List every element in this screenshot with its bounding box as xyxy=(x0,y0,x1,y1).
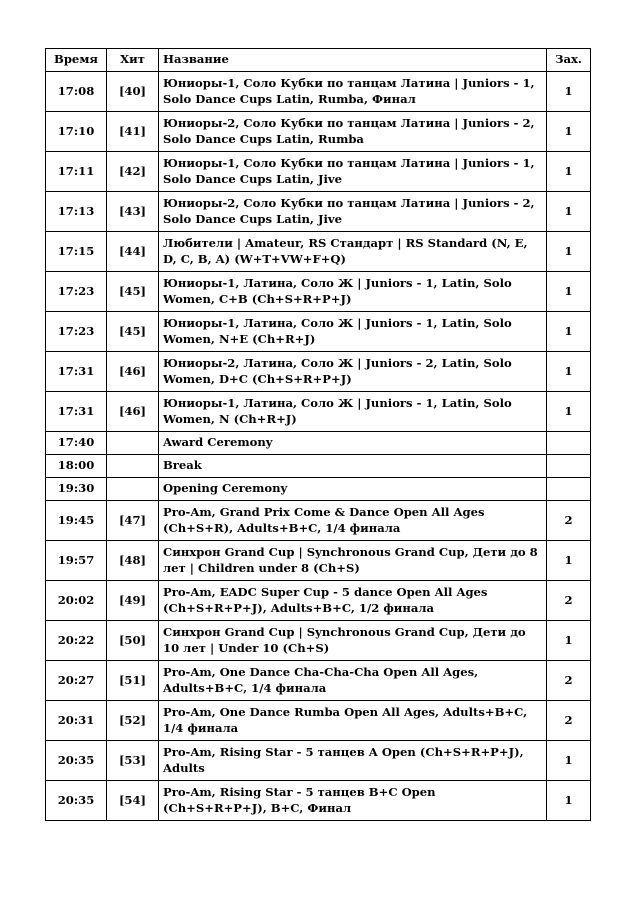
table-row xyxy=(46,312,591,352)
column-header-hit: Хит xyxy=(107,49,159,72)
table-row xyxy=(46,432,591,455)
cell-hit: [52] xyxy=(107,701,159,741)
column-header-name: Название xyxy=(159,49,547,72)
cell-time: 20:31 xyxy=(46,701,107,741)
cell-heats: 1 xyxy=(547,621,591,661)
cell-hit: [53] xyxy=(107,741,159,781)
cell-name: Юниоры-1, Латина, Соло Ж | Juniors - 1, Latin, Solo Women, N (Ch+R+J) xyxy=(159,392,547,432)
cell-hit: [45] xyxy=(107,312,159,352)
cell-name: Юниоры-1, Соло Кубки по танцам Латина | Juniors - 1, Solo Dance Cups Latin, Rumba, Финал xyxy=(159,72,547,112)
cell-heats xyxy=(547,478,591,501)
cell-name: Любители | Amateur, RS Стандарт | RS Standard (N, E, D, C, B, A) (W+T+VW+F+Q) xyxy=(159,232,547,272)
cell-time: 17:23 xyxy=(46,272,107,312)
cell-heats: 1 xyxy=(547,152,591,192)
table-row xyxy=(46,232,591,272)
cell-heats: 1 xyxy=(547,232,591,272)
table-row xyxy=(46,72,591,112)
cell-time: 18:00 xyxy=(46,455,107,478)
cell-heats: 2 xyxy=(547,701,591,741)
cell-name: Юниоры-2, Латина, Соло Ж | Juniors - 2, Latin, Solo Women, D+C (Ch+S+R+P+J) xyxy=(159,352,547,392)
cell-time: 19:30 xyxy=(46,478,107,501)
table-row xyxy=(46,501,591,541)
cell-hit: [48] xyxy=(107,541,159,581)
cell-name: Юниоры-2, Соло Кубки по танцам Латина | Juniors - 2, Solo Dance Cups Latin, Rumba xyxy=(159,112,547,152)
cell-heats: 1 xyxy=(547,781,591,821)
cell-hit: [41] xyxy=(107,112,159,152)
table-row xyxy=(46,478,591,501)
table-row xyxy=(46,661,591,701)
table-row xyxy=(46,272,591,312)
cell-time: 17:40 xyxy=(46,432,107,455)
cell-time: 17:13 xyxy=(46,192,107,232)
cell-name: Юниоры-1, Латина, Соло Ж | Juniors - 1, Latin, Solo Women, N+E (Ch+R+J) xyxy=(159,312,547,352)
cell-hit: [51] xyxy=(107,661,159,701)
cell-heats: 1 xyxy=(547,312,591,352)
cell-time: 17:31 xyxy=(46,352,107,392)
cell-time: 20:02 xyxy=(46,581,107,621)
cell-time: 20:22 xyxy=(46,621,107,661)
cell-hit: [47] xyxy=(107,501,159,541)
cell-hit: [45] xyxy=(107,272,159,312)
cell-heats: 1 xyxy=(547,192,591,232)
cell-heats: 2 xyxy=(547,581,591,621)
cell-heats: 1 xyxy=(547,272,591,312)
cell-name: Pro-Am, EADC Super Cup - 5 dance Open All Ages (Ch+S+R+P+J), Adults+B+C, 1/2 финала xyxy=(159,581,547,621)
column-header-heats: Зах. xyxy=(547,49,591,72)
cell-time: 17:10 xyxy=(46,112,107,152)
table-header-row xyxy=(46,49,591,72)
cell-heats: 2 xyxy=(547,501,591,541)
table-row xyxy=(46,112,591,152)
cell-time: 20:35 xyxy=(46,781,107,821)
cell-name: Pro-Am, Rising Star - 5 танцев B+C Open (Ch+S+R+P+J), B+C, Финал xyxy=(159,781,547,821)
table-row xyxy=(46,455,591,478)
cell-hit xyxy=(107,478,159,501)
cell-name: Award Ceremony xyxy=(159,432,547,455)
cell-time: 17:31 xyxy=(46,392,107,432)
cell-time: 17:11 xyxy=(46,152,107,192)
cell-heats: 1 xyxy=(547,112,591,152)
table-row xyxy=(46,621,591,661)
table-row xyxy=(46,701,591,741)
cell-name: Pro-Am, Rising Star - 5 танцев A Open (Ch+S+R+P+J), Adults xyxy=(159,741,547,781)
cell-name: Синхрон Grand Cup | Synchronous Grand Cup, Дети до 8 лет | Children under 8 (Ch+S) xyxy=(159,541,547,581)
cell-name: Юниоры-2, Соло Кубки по танцам Латина | Juniors - 2, Solo Dance Cups Latin, Jive xyxy=(159,192,547,232)
cell-hit xyxy=(107,455,159,478)
cell-heats: 1 xyxy=(547,741,591,781)
cell-time: 19:57 xyxy=(46,541,107,581)
table-row xyxy=(46,781,591,821)
cell-heats: 2 xyxy=(547,661,591,701)
cell-heats xyxy=(547,432,591,455)
cell-hit xyxy=(107,432,159,455)
table-row xyxy=(46,581,591,621)
cell-hit: [54] xyxy=(107,781,159,821)
cell-time: 17:15 xyxy=(46,232,107,272)
cell-heats: 1 xyxy=(547,392,591,432)
cell-hit: [40] xyxy=(107,72,159,112)
column-header-time: Время xyxy=(46,49,107,72)
cell-hit: [46] xyxy=(107,352,159,392)
cell-hit: [44] xyxy=(107,232,159,272)
cell-name: Юниоры-1, Соло Кубки по танцам Латина | Juniors - 1, Solo Dance Cups Latin, Jive xyxy=(159,152,547,192)
cell-hit: [50] xyxy=(107,621,159,661)
cell-name: Pro-Am, One Dance Cha-Cha-Cha Open All Ages, Adults+B+C, 1/4 финала xyxy=(159,661,547,701)
cell-time: 20:35 xyxy=(46,741,107,781)
cell-time: 17:08 xyxy=(46,72,107,112)
cell-time: 20:27 xyxy=(46,661,107,701)
cell-hit: [46] xyxy=(107,392,159,432)
cell-name: Opening Ceremony xyxy=(159,478,547,501)
table-row xyxy=(46,192,591,232)
schedule-table xyxy=(45,48,591,821)
cell-name: Break xyxy=(159,455,547,478)
cell-hit: [42] xyxy=(107,152,159,192)
cell-time: 17:23 xyxy=(46,312,107,352)
table-row xyxy=(46,392,591,432)
cell-name: Юниоры-1, Латина, Соло Ж | Juniors - 1, Latin, Solo Women, C+B (Ch+S+R+P+J) xyxy=(159,272,547,312)
cell-hit: [43] xyxy=(107,192,159,232)
cell-name: Синхрон Grand Cup | Synchronous Grand Cup, Дети до 10 лет | Under 10 (Ch+S) xyxy=(159,621,547,661)
cell-time: 19:45 xyxy=(46,501,107,541)
schedule-sheet xyxy=(45,48,590,821)
cell-heats: 1 xyxy=(547,541,591,581)
table-row xyxy=(46,741,591,781)
cell-heats: 1 xyxy=(547,352,591,392)
table-row xyxy=(46,541,591,581)
cell-hit: [49] xyxy=(107,581,159,621)
cell-name: Pro-Am, One Dance Rumba Open All Ages, Adults+B+C, 1/4 финала xyxy=(159,701,547,741)
table-row xyxy=(46,352,591,392)
cell-name: Pro-Am, Grand Prix Come & Dance Open All Ages (Ch+S+R), Adults+B+C, 1/4 финала xyxy=(159,501,547,541)
cell-heats: 1 xyxy=(547,72,591,112)
cell-heats xyxy=(547,455,591,478)
table-row xyxy=(46,152,591,192)
